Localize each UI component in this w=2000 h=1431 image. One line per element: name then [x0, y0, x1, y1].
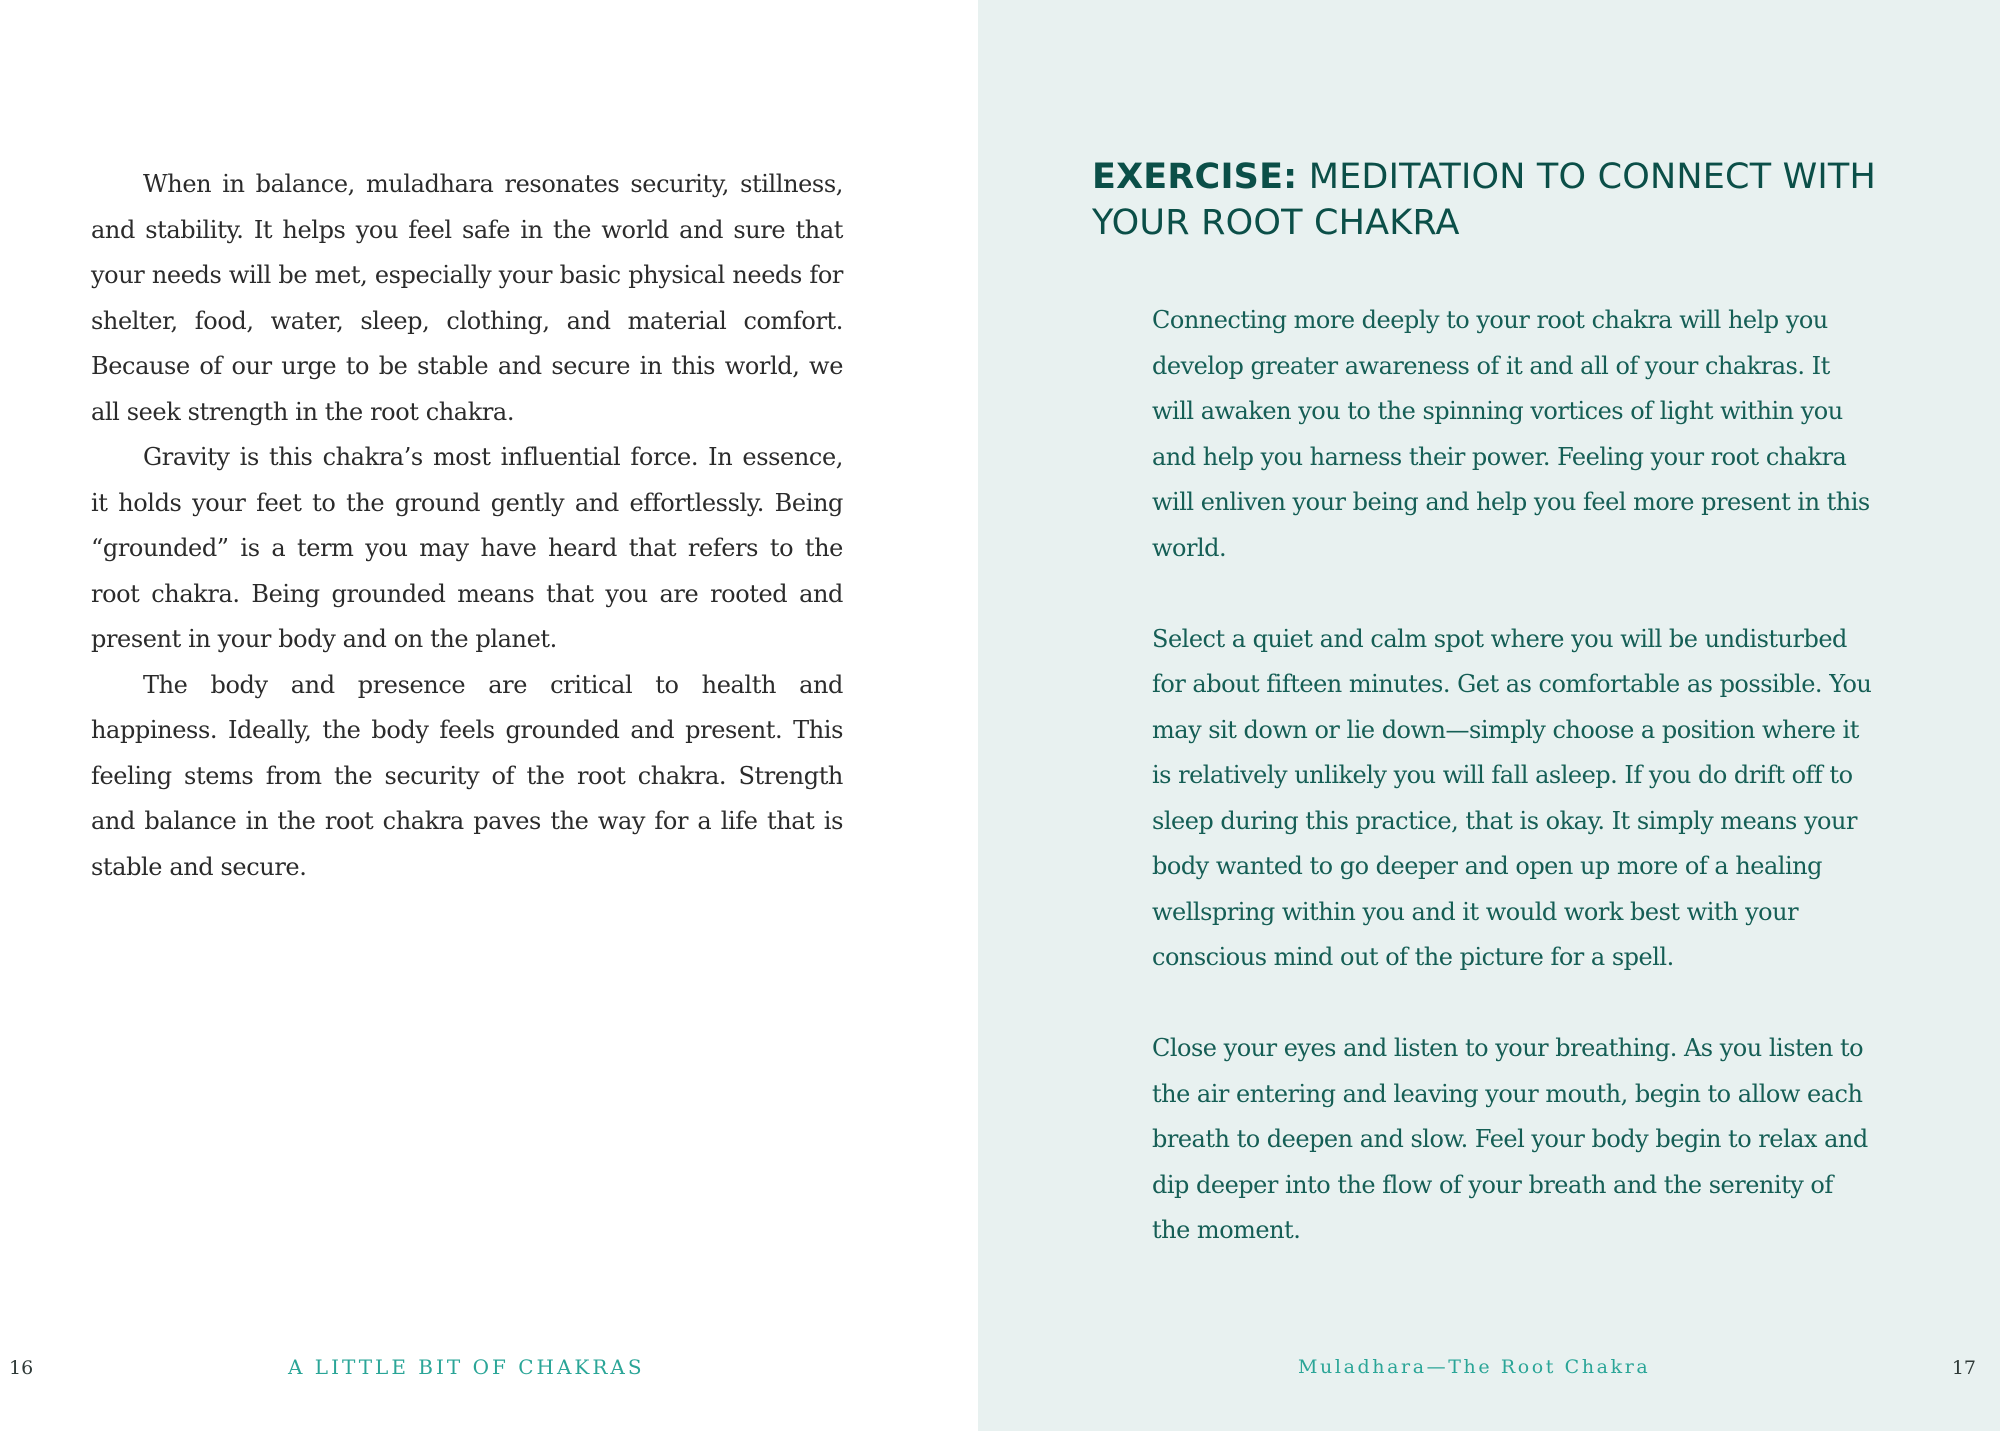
body-paragraph: Gravity is this chakra’s most influential force. In essence, it holds your feet to the ground gently and effortlessly. Being “grounded” is a term you may have heard that refers to the root chakra. Being grounded means that you are rooted and present in your body and on the planet.	[91, 443, 843, 653]
page-number-left: 16	[9, 1357, 34, 1379]
exercise-paragraph: Close your eyes and listen to your breathing. As you listen to the air entering and leaving your mouth, begin to allow each breath to deepen and slow. Feel your body begin to relax and dip deeper into the flow of your breath and the serenity of the moment.	[1152, 1034, 1868, 1244]
running-head-chapter-title: Muladhara—The Root Chakra	[1298, 1356, 1651, 1378]
exercise-heading-title: MEDITATION TO CONNECT WITH YOUR ROOT CHAKRA	[1092, 157, 1877, 243]
left-page	[0, 0, 978, 1431]
body-paragraph: The body and presence are critical to health and happiness. Ideally, the body feels grounded and present. This feeling stems from the security of the root chakra. Strength and balance in the root chakra paves the way for a life that is stable and secure.	[91, 670, 843, 881]
page-number-right: 17	[1951, 1357, 1976, 1379]
exercise-heading	[1092, 154, 1912, 246]
exercise-paragraph: Connecting more deeply to your root chakra will help you develop greater awareness of it and all of your chakras. It will awaken you to the spinning vortices of light within you and help you harness their power. Feeling your root chakra will enliven your being and help you feel more present in this world.	[1152, 306, 1870, 562]
left-page-body	[91, 162, 843, 890]
body-paragraph: When in balance, muladhara resonates security, stillness, and stability. It helps you feel safe in the world and sure that your needs will be met, especially your basic physical needs for shelter, food, water, sleep, clothing, and material comfort. Because of our urge to be stable and secure in this world, we all seek strength in the root chakra.	[91, 170, 843, 426]
right-page	[978, 0, 2000, 1431]
running-head-book-title: A LITTLE BIT OF CHAKRAS	[288, 1355, 645, 1379]
exercise-heading-lead: EXERCISE:	[1092, 157, 1298, 197]
exercise-body	[1152, 298, 1872, 1299]
exercise-paragraph: Select a quiet and calm spot where you will be undisturbed for about fifteen minutes. Get as comfortable as possible. You may sit down or lie down—simply choose a position where it is relatively unlikely you will fall asleep. If you do drift off to sleep during this practice, that is okay. It simply means your body wanted to go deeper and open up more of a healing wellspring within you and it would work best with your conscious mind out of the picture for a spell.	[1152, 624, 1872, 971]
